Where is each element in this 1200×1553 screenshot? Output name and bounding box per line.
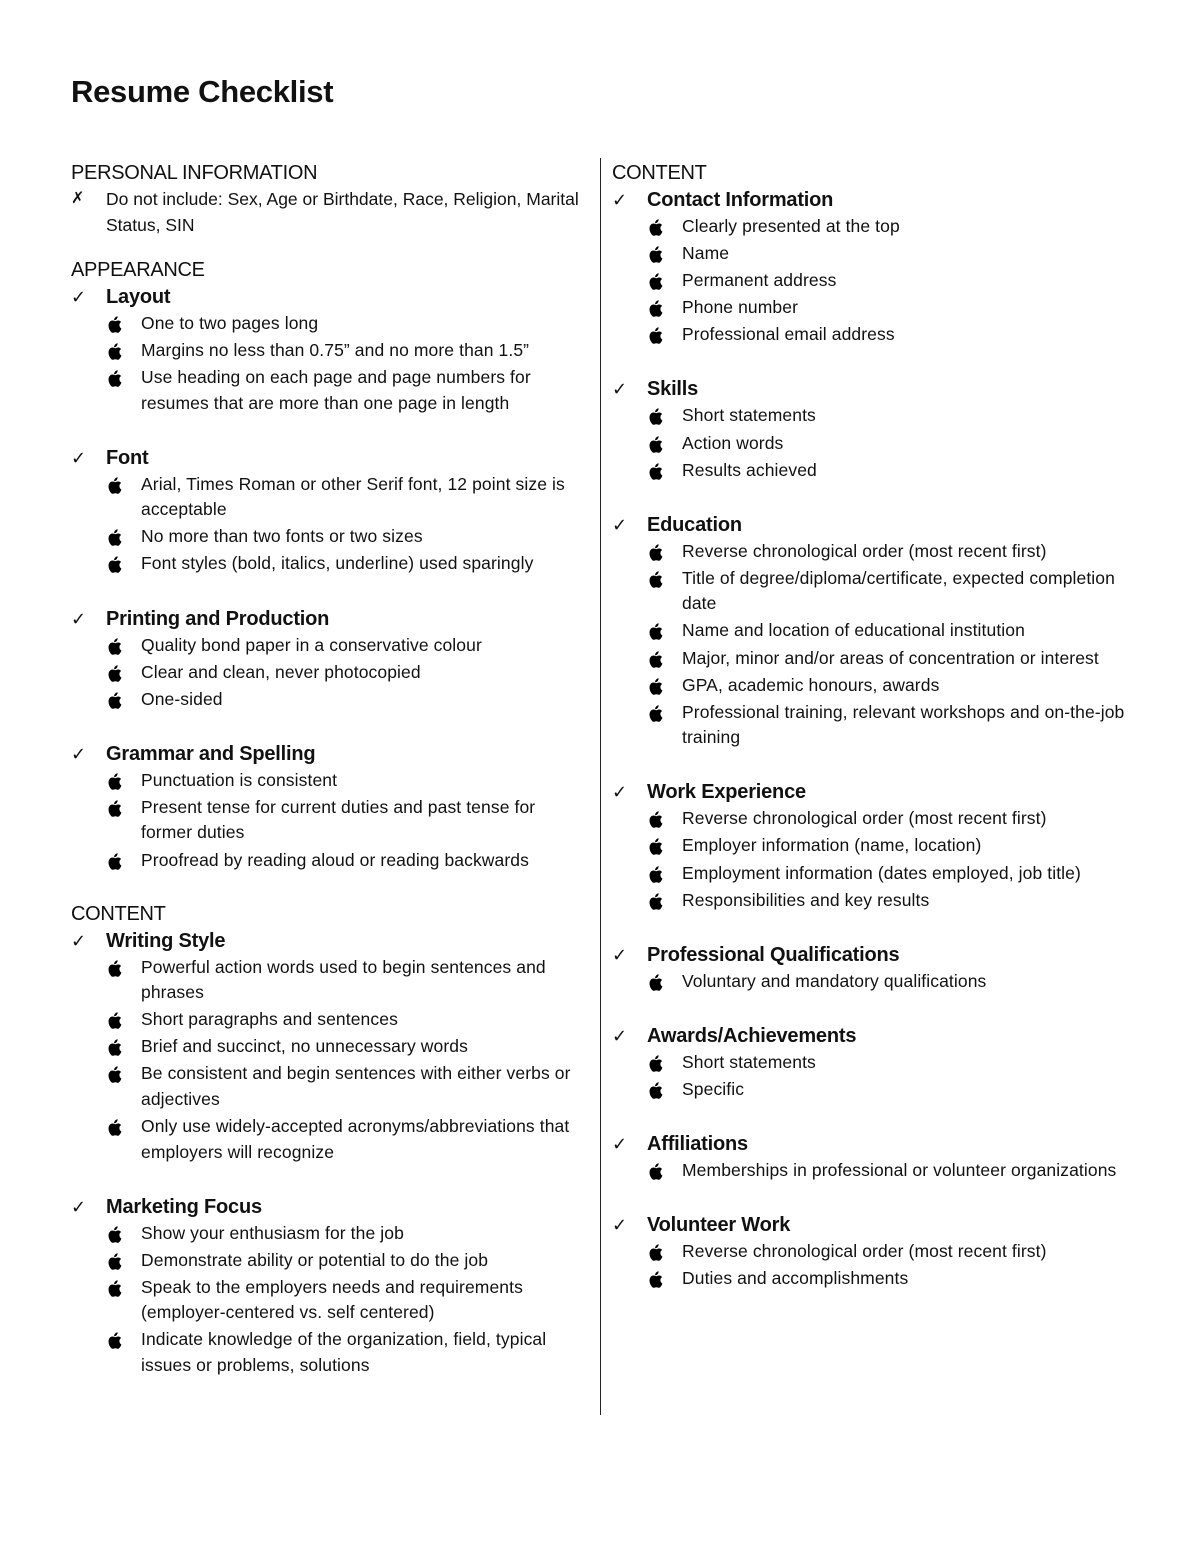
apple-bullet-icon xyxy=(648,268,668,293)
apple-bullet-icon xyxy=(648,833,668,858)
apple-bullet-icon xyxy=(648,295,668,320)
apple-bullet-icon xyxy=(107,687,127,712)
item-list xyxy=(71,955,589,1165)
appearance-groups xyxy=(71,283,589,901)
list-item: Clear and clean, never photocopied xyxy=(141,660,589,686)
checklist-group xyxy=(71,444,589,605)
list-item: Speak to the employers needs and requirements (employer-centered vs. self centered) xyxy=(141,1275,589,1326)
apple-bullet-icon xyxy=(107,1327,127,1352)
apple-bullet-icon xyxy=(107,633,127,658)
checkmark-icon: ✓ xyxy=(612,782,627,803)
apple-bullet-icon xyxy=(648,673,668,698)
right-column xyxy=(612,160,1132,1319)
apple-bullet-icon xyxy=(107,660,127,685)
apple-bullet-icon xyxy=(648,322,668,347)
group-title: ✓ Education xyxy=(612,511,1132,539)
list-item: Name xyxy=(682,241,1132,267)
checkmark-icon: ✓ xyxy=(71,287,86,307)
list-item: Indicate knowledge of the organization, field, typical issues or problems, solutions xyxy=(141,1327,589,1378)
group-title: ✓ Professional Qualifications xyxy=(612,941,1132,969)
list-item: One to two pages long xyxy=(141,311,589,337)
page-title: Resume Checklist xyxy=(71,74,334,109)
apple-bullet-icon xyxy=(107,768,127,793)
item-list xyxy=(612,403,1132,483)
right-content-groups xyxy=(612,186,1132,1319)
apple-bullet-icon xyxy=(107,1034,127,1059)
checkmark-icon: ✓ xyxy=(612,944,627,965)
apple-bullet-icon xyxy=(648,618,668,643)
apple-bullet-icon xyxy=(648,700,668,725)
list-item: Reverse chronological order (most recent first) xyxy=(682,1239,1132,1265)
apple-bullet-icon xyxy=(107,1114,127,1139)
apple-bullet-icon xyxy=(107,848,127,873)
apple-bullet-icon xyxy=(648,1158,668,1183)
apple-bullet-icon xyxy=(107,1248,127,1273)
item-list xyxy=(612,1239,1132,1292)
personal-info-item: ✗ Do not include: Sex, Age or Birthdate, Race, Religion, Marital Status, SIN xyxy=(71,186,589,238)
section-heading-personal: PERSONAL INFORMATION xyxy=(71,162,318,184)
apple-bullet-icon xyxy=(107,311,127,336)
checklist-group xyxy=(612,186,1132,375)
checklist-group xyxy=(71,927,589,1193)
group-title: ✓ Marketing Focus xyxy=(71,1193,589,1221)
apple-bullet-icon xyxy=(648,1077,668,1102)
group-title: ✓ Font xyxy=(71,444,589,472)
checklist-group xyxy=(71,1193,589,1406)
apple-bullet-icon xyxy=(648,403,668,428)
apple-bullet-icon xyxy=(648,1239,668,1264)
checklist-group xyxy=(71,740,589,901)
item-list xyxy=(612,1050,1132,1103)
apple-bullet-icon xyxy=(648,458,668,483)
left-column xyxy=(71,160,589,1406)
group-title: ✓ Contact Information xyxy=(612,186,1132,214)
list-item: Major, minor and/or areas of concentration or interest xyxy=(682,646,1132,672)
list-item: Use heading on each page and page numbers for resumes that are more than one page in length xyxy=(141,365,589,416)
apple-bullet-icon xyxy=(648,1266,668,1291)
apple-bullet-icon xyxy=(107,795,127,820)
checkmark-icon: ✓ xyxy=(612,379,627,400)
list-item: Present tense for current duties and past tense for former duties xyxy=(141,795,589,846)
group-title: ✓ Grammar and Spelling xyxy=(71,740,589,768)
list-item: Powerful action words used to begin sentences and phrases xyxy=(141,955,589,1006)
apple-bullet-icon xyxy=(648,539,668,564)
group-title: ✓ Affiliations xyxy=(612,1130,1132,1158)
checklist-group xyxy=(71,283,589,444)
list-item: Short paragraphs and sentences xyxy=(141,1007,589,1033)
apple-bullet-icon xyxy=(648,969,668,994)
list-item: Punctuation is consistent xyxy=(141,768,589,794)
list-item: Short statements xyxy=(682,1050,1132,1076)
checklist-group xyxy=(612,778,1132,940)
apple-bullet-icon xyxy=(107,955,127,980)
list-item: Brief and succinct, no unnecessary words xyxy=(141,1034,589,1060)
list-item: Clearly presented at the top xyxy=(682,214,1132,240)
left-content-groups xyxy=(71,927,589,1406)
column-divider xyxy=(600,158,601,1415)
list-item: One-sided xyxy=(141,687,589,713)
checkmark-icon: ✓ xyxy=(612,1133,627,1154)
checkmark-icon: ✓ xyxy=(71,930,86,951)
group-title: ✓ Printing and Production xyxy=(71,605,589,633)
list-item: Permanent address xyxy=(682,268,1132,294)
list-item: Proofread by reading aloud or reading backwards xyxy=(141,848,589,874)
list-item: Name and location of educational institution xyxy=(682,618,1132,644)
item-list xyxy=(71,768,589,873)
section-heading-appearance: APPEARANCE xyxy=(71,259,205,281)
checkmark-icon: ✓ xyxy=(612,1215,627,1236)
group-title: ✓ Skills xyxy=(612,375,1132,403)
list-item: No more than two fonts or two sizes xyxy=(141,524,589,550)
checkmark-icon: ✓ xyxy=(612,1025,627,1046)
apple-bullet-icon xyxy=(107,1275,127,1300)
apple-bullet-icon xyxy=(107,1221,127,1246)
list-item: Professional email address xyxy=(682,322,1132,348)
list-item: GPA, academic honours, awards xyxy=(682,673,1132,699)
list-item: Professional training, relevant workshops and on-the-job training xyxy=(682,700,1132,751)
list-item: Demonstrate ability or potential to do the job xyxy=(141,1248,589,1274)
list-item: Specific xyxy=(682,1077,1132,1103)
checklist-group xyxy=(71,605,589,740)
apple-bullet-icon xyxy=(107,1007,127,1032)
item-list xyxy=(71,633,589,713)
apple-bullet-icon xyxy=(648,888,668,913)
checklist-group xyxy=(612,1130,1132,1211)
apple-bullet-icon xyxy=(648,1050,668,1075)
apple-bullet-icon xyxy=(648,646,668,671)
group-title: ✓ Writing Style xyxy=(71,927,589,955)
item-list xyxy=(612,539,1132,751)
group-title: ✓ Layout xyxy=(71,283,589,311)
apple-bullet-icon xyxy=(648,806,668,831)
checkmark-icon: ✓ xyxy=(612,514,627,535)
checkmark-icon: ✓ xyxy=(612,190,627,210)
list-item: Only use widely-accepted acronyms/abbreviations that employers will recognize xyxy=(141,1114,589,1165)
apple-bullet-icon xyxy=(648,566,668,591)
apple-bullet-icon xyxy=(107,472,127,497)
list-item: Voluntary and mandatory qualifications xyxy=(682,969,1132,995)
list-item: Duties and accomplishments xyxy=(682,1266,1132,1292)
checklist-group xyxy=(612,1022,1132,1130)
list-item: Show your enthusiasm for the job xyxy=(141,1221,589,1247)
checklist-group xyxy=(612,375,1132,510)
list-item: Short statements xyxy=(682,403,1132,429)
list-item: Employer information (name, location) xyxy=(682,833,1132,859)
list-item: Action words xyxy=(682,431,1132,457)
list-item: Employment information (dates employed, job title) xyxy=(682,861,1132,887)
item-list xyxy=(612,969,1132,995)
checkmark-icon: ✓ xyxy=(71,743,86,764)
item-list xyxy=(612,1158,1132,1184)
apple-bullet-icon xyxy=(107,365,127,390)
list-item: Reverse chronological order (most recent first) xyxy=(682,806,1132,832)
list-item: Reverse chronological order (most recent first) xyxy=(682,539,1132,565)
apple-bullet-icon xyxy=(648,241,668,266)
apple-bullet-icon xyxy=(648,861,668,886)
item-list xyxy=(612,806,1132,913)
list-item: Responsibilities and key results xyxy=(682,888,1132,914)
checkmark-icon: ✓ xyxy=(71,447,86,468)
item-list xyxy=(71,311,589,416)
apple-bullet-icon xyxy=(648,214,668,239)
apple-bullet-icon xyxy=(648,431,668,456)
list-item: Title of degree/diploma/certificate, expected completion date xyxy=(682,566,1132,617)
apple-bullet-icon xyxy=(107,524,127,549)
item-list xyxy=(71,1221,589,1379)
list-item: Results achieved xyxy=(682,458,1132,484)
apple-bullet-icon xyxy=(107,338,127,363)
group-title: ✓ Awards/Achievements xyxy=(612,1022,1132,1050)
group-title: ✓ Volunteer Work xyxy=(612,1211,1132,1239)
checklist-group xyxy=(612,941,1132,1022)
checkmark-icon: ✓ xyxy=(71,608,86,629)
list-item: Phone number xyxy=(682,295,1132,321)
list-item: Be consistent and begin sentences with either verbs or adjectives xyxy=(141,1061,589,1112)
section-heading-content: CONTENT xyxy=(71,902,166,925)
checklist-group xyxy=(612,1211,1132,1319)
checklist-group xyxy=(612,511,1132,779)
list-item: Arial, Times Roman or other Serif font, 12 point size is acceptable xyxy=(141,472,589,523)
cross-icon: ✗ xyxy=(71,190,85,207)
item-list xyxy=(71,472,589,577)
section-heading-content-right: CONTENT xyxy=(612,162,707,184)
group-title: ✓ Work Experience xyxy=(612,778,1132,806)
apple-bullet-icon xyxy=(107,1061,127,1086)
apple-bullet-icon xyxy=(107,551,127,576)
item-list xyxy=(612,214,1132,348)
list-item: Memberships in professional or volunteer organizations xyxy=(682,1158,1132,1184)
checkmark-icon: ✓ xyxy=(71,1196,86,1217)
list-item: Margins no less than 0.75” and no more than 1.5” xyxy=(141,338,589,364)
list-item: Font styles (bold, italics, underline) used sparingly xyxy=(141,551,589,577)
list-item: Quality bond paper in a conservative colour xyxy=(141,633,589,659)
